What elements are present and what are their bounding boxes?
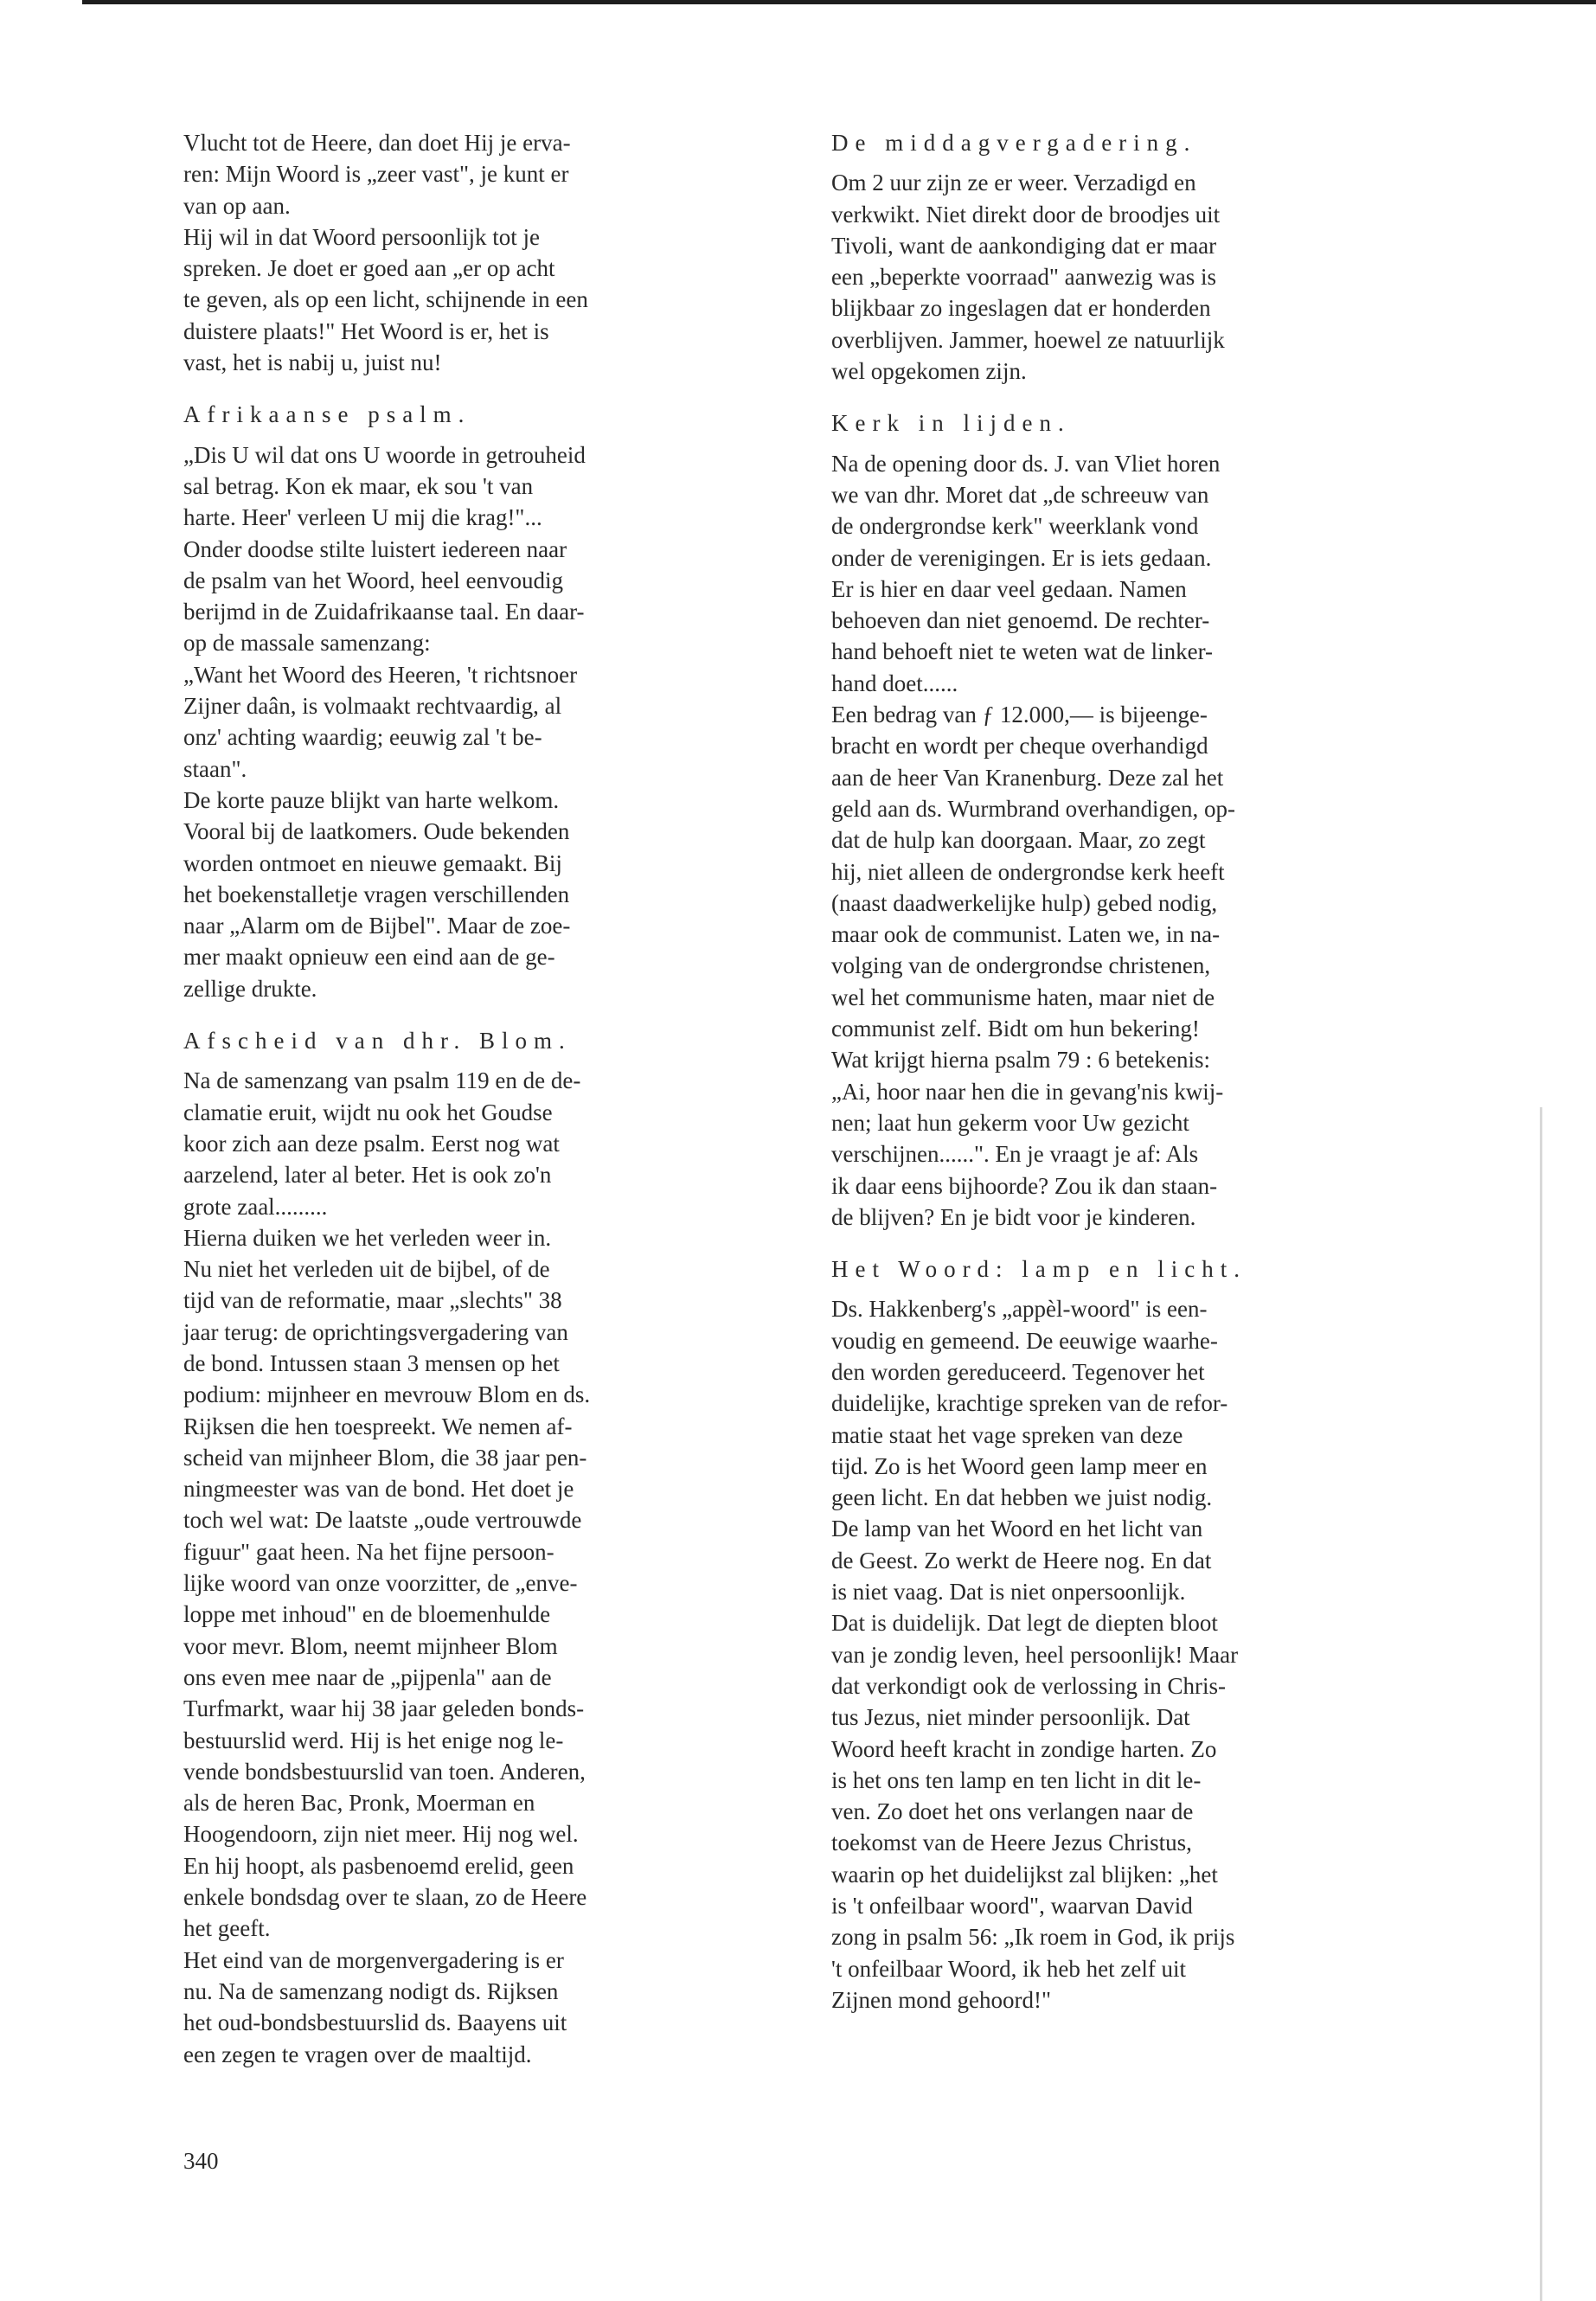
paragraph-opening: Vlucht tot de Heere, dan doet Hij je erva- ren: Mijn Woord is „zeer vast", je kunt er van op aan. Hij wil in dat Woord persoonlijk tot je spreken. Je doet er goed aan „er op acht te geven, als op een licht, schijnende in een duistere plaats!" Het Woord is er, het is vast, het is nabij u, juist nu!: [183, 130, 588, 376]
page-edge-shadow: [1540, 1107, 1542, 2301]
paragraph-woord-lamp-licht: Ds. Hakkenberg's „appèl-woord" is een- voudig en gemeend. De eeuwige waarhe- den worden gereduceerd. Tegenover het duidelijke, krachtige spreken van de refor- matie staat het vage spreken van deze tijd. Zo is het Woord geen lamp meer en geen licht. En dat hebben we juist nodig. De lamp van het Woord en het licht van de Geest. Zo werkt de Heere nog. En dat is niet vaag. Dat is niet onpersoonlijk. Dat is duidelijk. Dat legt de diepten bloot van je zondig leven, heel persoonlijk! Maar dat verkondigt ook de verlossing in Chris- tus Jezus, niet minder persoonlijk. Dat Woord heeft kracht in zondige harten. Zo is het ons ten lamp en ten licht in dit le- ven. Zo doet het ons verlangen naar de toekomst van de Heere Jezus Christus, waarin op het duidelijkst zal blijken: „het is 't onfeilbaar woord", waarvan David zong in psalm 56: „Ik roem in God, ik prijs 't onfeilbaar Woord, ik heb het zelf uit Zijnen mond gehoord!": [831, 1296, 1239, 2013]
right-column: [831, 127, 1441, 2016]
paragraph-afscheid-blom: Na de samenzang van psalm 119 en de de- clamatie eruit, wijdt nu ook het Goudse koor zich aan deze psalm. Eerst nog wat aarzelend, later al beter. Het is ook zo'n grote zaal......... Hierna duiken we het verleden weer in. Nu niet het verleden uit de bijbel, of de tijd van de reformatie, maar „slechts" 38 jaar terug: de oprichtingsvergadering van de bond. Intussen staan 3 mensen op het podium: mijnheer en mevrouw Blom en ds. Rijksen die hen toespreekt. We nemen af- scheid van mijnheer Blom, die 38 jaar pen- ningmeester was van de bond. Het doet je toch wel wat: De laatste „oude vertrouwde figuur" gaat heen. Na het fijne persoon- lijke woord van onze voorzitter, de „enve- loppe met inhoud" en de bloemenhulde voor mevr. Blom, neemt mijnheer Blom ons even mee naar de „pijpenla" aan de Turfmarkt, waar hij 38 jaar geleden bonds- bestuurslid werd. Hij is het enige nog le- vende bondsbestuurslid van toen. Anderen, als de heren Bac, Pronk, Moerman en Hoogendoorn, zijn niet meer. Hij nog wel. En hij hoopt, als pasbenoemd erelid, geen enkele bondsdag over te slaan, zo de Heere het geeft. Het eind van de morgenvergadering is er nu. Na de samenzang nodigt ds. Rijksen het oud-bondsbestuurslid ds. Baayens uit een zegen te vragen over de maaltijd.: [183, 1067, 591, 2067]
paragraph-middagvergadering: Om 2 uur zijn ze er weer. Verzadigd en verkwikt. Niet direkt door de broodjes uit Tivoli, want de aankondiging dat er maar een „beperkte voorraad" aanwezig was is blijkbaar zo ingeslagen dat er honderden overblijven. Jammer, hoewel ze natuurlijk wel opgekomen zijn.: [831, 170, 1225, 385]
paragraph-afrikaanse-psalm: „Dis U wil dat ons U woorde in getrouheid sal betrag. Kon ek maar, ek sou 't van harte. Heer' verleen U mij die krag!"... Onder doodse stilte luistert iedereen naar de psalm van het Woord, heel eenvoudig berijmd in de Zuidafrikaanse taal. En daar- op de massale samenzang: „Want het Woord des Heeren, 't richtsnoer Zijner daân, is volmaakt rechtvaardig, al onz' achting waardig; eeuwig zal 't be- staan". De korte pauze blijkt van harte welkom. Vooral bij de laatkomers. Oude bekenden worden ontmoet en nieuwe gemaakt. Bij het boekenstalletje vragen verschillenden naar „Alarm om de Bijbel". Maar de zoe- mer maakt opnieuw een eind aan de ge- zellige drukte.: [183, 441, 586, 1002]
heading-middagvergadering: De middagvergadering.: [831, 130, 1197, 156]
top-border-rule: [82, 0, 1596, 4]
page-number: 340: [183, 2148, 219, 2174]
paragraph-kerk-in-lijden: Na de opening door ds. J. van Vliet horen we van dhr. Moret dat „de schreeuw van de ondergrondse kerk" weerklank vond onder de verenigingen. Er is iets gedaan. Er is hier en daar veel gedaan. Namen behoeven dan niet genoemd. De rechter- hand behoeft niet te weten wat de linker- hand doet...... Een bedrag van ƒ 12.000,— is bijeenge- bracht en wordt per cheque overhandigd aan de heer Van Kranenburg. Deze zal het geld aan ds. Wurmbrand overhandigen, op- dat de hulp kan doorgaan. Maar, zo zegt hij, niet alleen de ondergrondse kerk heeft (naast daadwerkelijke hulp) gebed nodig, maar ook de communist. Laten we, in na- volging van de ondergrondse christenen, wel het communisme haten, maar niet de communist zelf. Bidt om hun bekering! Wat krijgt hierna psalm 79 : 6 betekenis: „Ai, hoor naar hen die in gevang'nis kwij- nen; laat hun gekerm voor Uw gezicht verschijnen......". En je vraagt je af: Als ik daar eens bijhoorde? Zou ik dan staan- de blijven? En je bidt voor je kinderen.: [831, 450, 1236, 1230]
heading-afscheid-blom: Afscheid van dhr. Blom.: [183, 1028, 572, 1054]
heading-afrikaanse-psalm: Afrikaanse psalm.: [183, 401, 471, 428]
left-column: [183, 127, 793, 2070]
heading-kerk-in-lijden: Kerk in lijden.: [831, 410, 1071, 437]
heading-woord-lamp-licht: Het Woord: lamp en licht.: [831, 1256, 1247, 1283]
